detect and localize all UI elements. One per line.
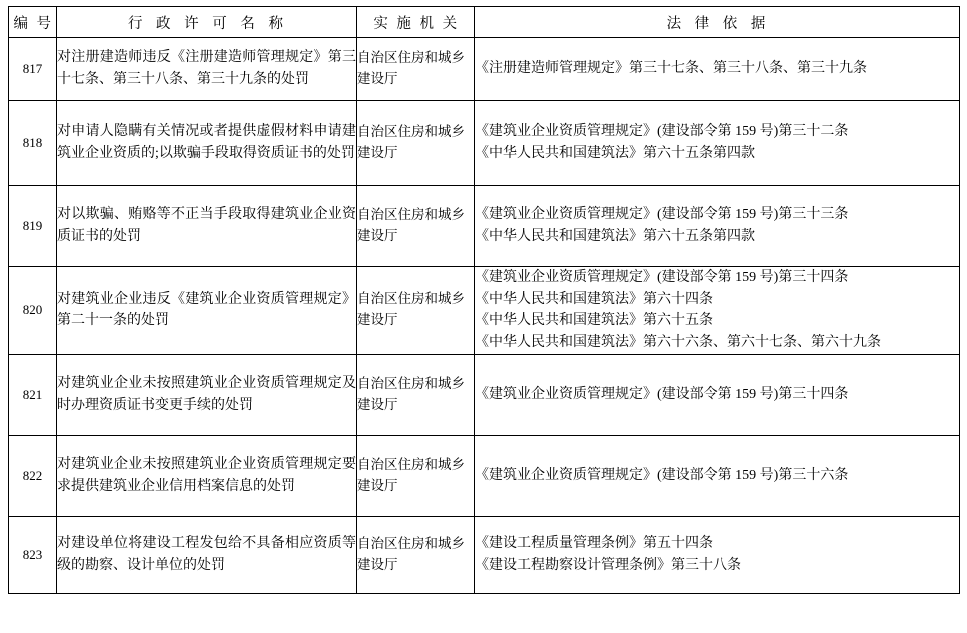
cell-agency: 自治区住房和城乡建设厅 (357, 186, 475, 267)
cell-legal-basis (475, 354, 960, 435)
cell-id: 819 (9, 186, 57, 267)
cell-agency: 自治区住房和城乡建设厅 (357, 354, 475, 435)
cell-id: 823 (9, 516, 57, 593)
table-body (9, 38, 960, 594)
legal-basis-line: 《中华人民共和国建筑法》第六十六条、第六十七条、第六十九条 (475, 335, 881, 351)
legal-basis-line: 《注册建造师管理规定》第三十七条、第三十八条、第三十九条 (475, 61, 867, 77)
legal-basis-line: 《建筑业企业资质管理规定》(建设部令第 159 号)第三十三条 (475, 207, 849, 223)
legal-basis-line: 《建筑业企业资质管理规定》(建设部令第 159 号)第三十四条 (475, 386, 849, 402)
legal-basis-line: 《建筑业企业资质管理规定》(建设部令第 159 号)第三十四条 (475, 270, 849, 285)
cell-agency: 自治区住房和城乡建设厅 (357, 267, 475, 355)
cell-legal-basis (475, 186, 960, 267)
cell-legal-basis (475, 267, 960, 355)
table-row (9, 435, 960, 516)
cell-permit-name: 对注册建造师违反《注册建造师管理规定》第三十七条、第三十八条、第三十九条的处罚 (57, 38, 357, 101)
legal-basis-line: 《建筑业企业资质管理规定》(建设部令第 159 号)第三十二条 (475, 124, 849, 140)
legal-basis-line: 《中华人民共和国建筑法》第六十五条 (475, 313, 713, 329)
legal-basis-line: 《建设工程勘察设计管理条例》第三十八条 (475, 557, 741, 573)
cell-agency: 自治区住房和城乡建设厅 (357, 38, 475, 101)
column-header-name: 行 政 许 可 名 称 (57, 7, 357, 38)
cell-id: 820 (9, 267, 57, 355)
table-row (9, 354, 960, 435)
cell-agency: 自治区住房和城乡建设厅 (357, 516, 475, 593)
cell-id: 818 (9, 101, 57, 186)
cell-permit-name: 对建筑业企业违反《建筑业企业资质管理规定》第二十一条的处罚 (57, 267, 357, 355)
column-header-basis: 法 律 依 据 (475, 7, 960, 38)
cell-permit-name: 对以欺骗、贿赂等不正当手段取得建筑业企业资质证书的处罚 (57, 186, 357, 267)
cell-legal-basis (475, 435, 960, 516)
cell-agency: 自治区住房和城乡建设厅 (357, 101, 475, 186)
cell-permit-name: 对申请人隐瞒有关情况或者提供虚假材料申请建筑业企业资质的;以欺骗手段取得资质证书的处罚 (57, 101, 357, 186)
table-row (9, 186, 960, 267)
cell-legal-basis (475, 516, 960, 593)
column-header-id: 编 号 (9, 7, 57, 38)
cell-id: 817 (9, 38, 57, 101)
administrative-permits-table (8, 6, 960, 594)
table-header-row (9, 7, 960, 38)
cell-id: 821 (9, 354, 57, 435)
legal-basis-line: 《建设工程质量管理条例》第五十四条 (475, 536, 713, 552)
table-row (9, 101, 960, 186)
cell-legal-basis (475, 38, 960, 101)
table-row (9, 267, 960, 355)
cell-permit-name: 对建筑业企业未按照建筑业企业资质管理规定及时办理资质证书变更手续的处罚 (57, 354, 357, 435)
legal-basis-line: 《建筑业企业资质管理规定》(建设部令第 159 号)第三十六条 (475, 467, 849, 483)
cell-id: 822 (9, 435, 57, 516)
cell-legal-basis (475, 101, 960, 186)
cell-agency: 自治区住房和城乡建设厅 (357, 435, 475, 516)
legal-basis-line: 《中华人民共和国建筑法》第六十五条第四款 (475, 229, 755, 244)
cell-permit-name: 对建设单位将建设工程发包给不具备相应资质等级的勘察、设计单位的处罚 (57, 516, 357, 593)
table-row (9, 38, 960, 101)
table-row (9, 516, 960, 593)
cell-permit-name: 对建筑业企业未按照建筑业企业资质管理规定要求提供建筑业企业信用档案信息的处罚 (57, 435, 357, 516)
table-header (9, 7, 960, 38)
legal-basis-line: 《中华人民共和国建筑法》第六十五条第四款 (475, 146, 755, 161)
column-header-agency: 实 施 机 关 (357, 7, 475, 38)
legal-basis-line: 《中华人民共和国建筑法》第六十四条 (475, 291, 713, 307)
